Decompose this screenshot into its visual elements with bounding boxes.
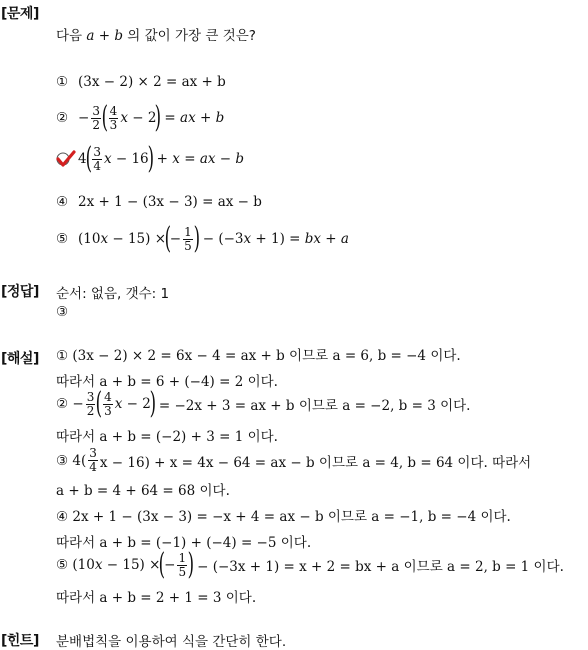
question-expr: a + b [86,28,123,44]
hint-label: [힌트] [1,633,39,649]
option-marker: ⑤ [56,231,69,247]
explanation-line-8: 따라서 a + b = (−1) + (−4) = −5 이다. [56,535,312,551]
explanation-line-3: ② − $\frac{3}{2}$ ( $\frac{4}{3}$ x − 2 ) = −2x + 3 = ax + b 이므로 a = −2, b = 3 이다. [56,386,471,421]
explanation-line-10: 따라서 a + b = 2 + 1 = 3 이다. [56,590,257,606]
check-mark-icon [56,150,78,168]
problem-label: [문제] [1,6,39,22]
question-prefix: 다음 [56,28,83,44]
explanation-line-9: ⑤ (10 x − 15) × ( − $\frac{1}{5}$ ) − (−3x + 1) = x + 2 = bx + a 이므로 a = 2, b = 1 이다. [56,547,564,582]
explanation-line-9-text: − (−3x + 1) = x + 2 = bx + a 이므로 a = 2, b = 1 이다. [197,559,564,575]
explanation-line-5-text: x − 16) + x = 4x − 64 = ax − b 이므로 a = 4, b = 64 이다. 따라서 [99,454,532,471]
option-4[interactable] [56,194,262,210]
answer-label: [정답] [1,284,39,300]
option-1-expr: (3x − 2) × 2 = ax + b [78,74,226,90]
hint-text: 분배법칙을 이용하여 식을 간단히 한다. [56,634,287,650]
fraction: $\frac{1}{5}$ [184,224,192,253]
option-4-expr: 2x + 1 − (3x − 3) = ax − b [78,194,262,210]
option-marker: ② [56,110,69,126]
explanation-line-5: ③ 4( $\frac{3}{4}$ x − 16) + x = 4x − 64 = ax − b 이므로 a = 4, b = 64 이다. 따라서 [56,446,532,474]
explanation-line-4: 따라서 a + b = (−2) + 3 = 1 이다. [56,429,278,445]
option-2[interactable]: ② − $\frac{3}{2}$ ( $\frac{4}{3}$ x − 2 ) = ax + b [56,100,225,135]
fraction: $\frac{4}{3}$ [109,103,118,132]
answer-value: ③ [56,304,69,320]
option-1[interactable] [56,74,226,90]
explanation-line-3-text: = −2x + 3 = ax + b 이므로 a = −2, b = 3 이다. [158,398,471,414]
explanation-line-2: 따라서 a + b = 6 + (−4) = 2 이다. [56,374,278,390]
fraction: $\frac{3}{4}$ [93,144,101,173]
explanation-line-7: ④ 2x + 1 − (3x − 3) = −x + 4 = ax − b 이므로 a = −1, b = −4 이다. [56,509,511,525]
explanation-line-6: a + b = 4 + 64 = 68 이다. [56,483,230,499]
option-marker: ① [56,74,69,90]
question-suffix: 의 값이 가장 큰 것은? [127,28,256,44]
option-5[interactable]: ⑤ (10 x − 15) × ( − $\frac{1}{5}$ ) − (−3 x + 1) = bx + a [56,221,349,256]
fraction: $\frac{3}{2}$ [92,103,100,132]
option-3[interactable]: 4 ( $\frac{3}{4}$ x − 16 ) + x = ax − b [56,144,244,174]
answer-meta: 순서: 없음, 갯수: 1 [56,286,170,302]
question-text [56,24,256,44]
explanation-label: [해설] [1,351,39,367]
explanation-line-1: ① (3x − 2) × 2 = 6x − 4 = ax + b 이므로 a = 6, b = −4 이다. [56,348,461,364]
option-marker: ④ [56,194,69,210]
